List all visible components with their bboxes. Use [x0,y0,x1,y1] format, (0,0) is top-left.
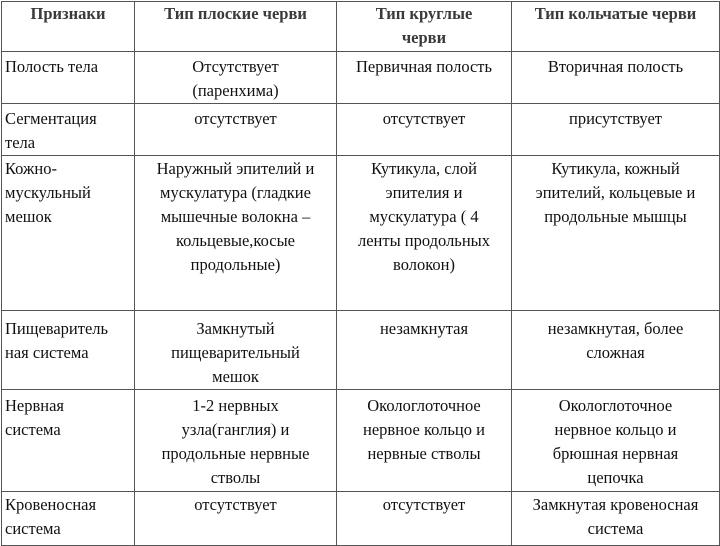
roundworms-cell: Окологлоточное нервное кольцо и нервные стволы [337,390,512,492]
table-row [2,390,720,492]
flatworms-cell: отсутствует [135,492,337,546]
worms-comparison-table [1,1,720,546]
row-label: Сегментация тела [2,104,135,156]
table-header-row [2,2,720,52]
ringed-worms-cell: присутствует [512,104,720,156]
roundworms-cell: незамкнутая [337,311,512,390]
flatworms-cell: Замкнутый пищеварительный мешок [135,311,337,390]
header-features: Признаки [2,2,135,52]
roundworms-cell: Кутикула, слой эпителия и мускулатура ( 4 ленты продольных волокон) [337,156,512,311]
ringed-worms-cell: Кутикула, кожный эпителий, кольцевые и продольные мышцы [512,156,720,311]
ringed-worms-cell: Замкнутая кровеносная система [512,492,720,546]
header-flatworms: Тип плоские черви [135,2,337,52]
table-row [2,52,720,104]
row-label: Кровеносная система [2,492,135,546]
roundworms-cell: отсутствует [337,492,512,546]
row-label: Кожно- мускульный мешок [2,156,135,311]
row-label: Полость тела [2,52,135,104]
ringed-worms-cell: Вторичная полость [512,52,720,104]
row-label: Пищеваритель ная система [2,311,135,390]
row-label: Нервная система [2,390,135,492]
table-row [2,156,720,311]
table-row [2,104,720,156]
table-row [2,492,720,546]
ringed-worms-cell: незамкнутая, более сложная [512,311,720,390]
table-row [2,311,720,390]
flatworms-cell: Отсутствует (паренхима) [135,52,337,104]
ringed-worms-cell: Окологлоточное нервное кольцо и брюшная нервная цепочка [512,390,720,492]
flatworms-cell: Наружный эпителий и мускулатура (гладкие мышечные волокна – кольцевые,косые продольные) [135,156,337,311]
header-ringed-worms: Тип кольчатые черви [512,2,720,52]
roundworms-cell: отсутствует [337,104,512,156]
header-roundworms: Тип круглые черви [337,2,512,52]
flatworms-cell: отсутствует [135,104,337,156]
flatworms-cell: 1-2 нервных узла(ганглия) и продольные нервные стволы [135,390,337,492]
roundworms-cell: Первичная полость [337,52,512,104]
